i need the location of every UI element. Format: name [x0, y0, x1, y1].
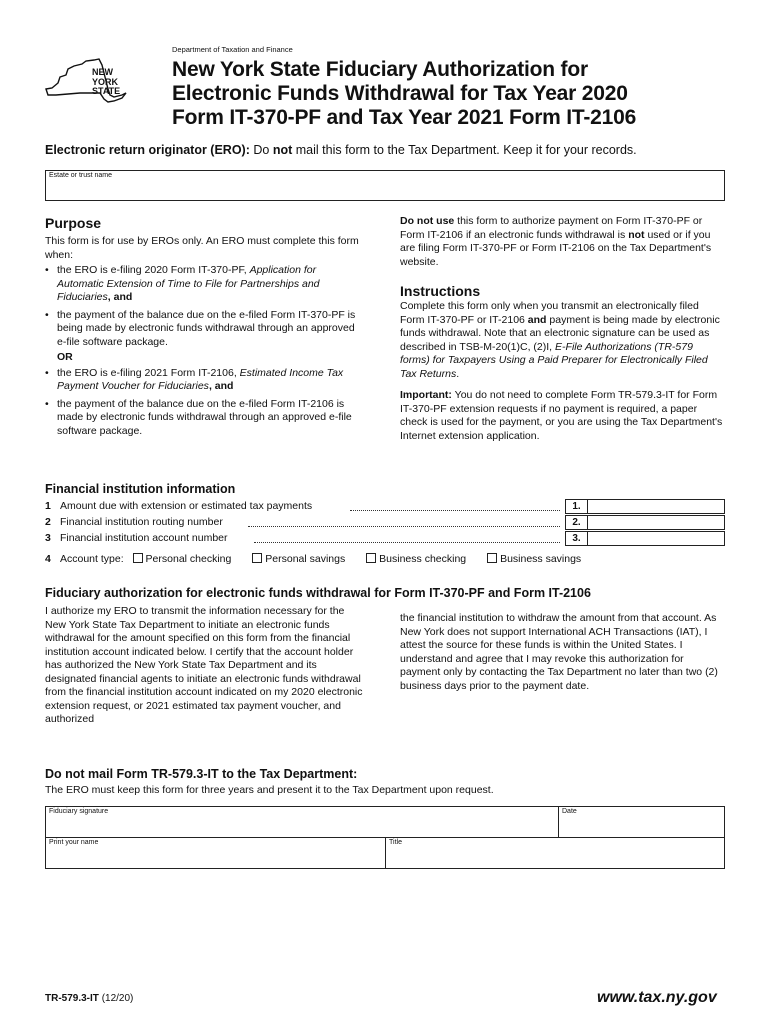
account-box-label: 3. — [566, 532, 588, 545]
purpose-heading: Purpose — [45, 215, 102, 231]
account-type-num: 4 — [45, 553, 51, 565]
department-name: Department of Taxation and Finance — [172, 45, 293, 54]
instructions-paragraph-1: Complete this form only when you transmit an electronically filed Form IT-370-PF or IT-2106 and payment is being made by electronic funds withdrawal. Note that an electronic signature can be used as described in TSB-M-20(1)C, (2)I, E-File Authorizations (TR-579 forms) for Taxpayers Using a Paid Preparer for Electronically Filed Tax Returns. — [400, 300, 720, 380]
checkbox-business-savings[interactable]: Business savings — [487, 553, 581, 565]
ero-notice — [45, 143, 637, 157]
account-type-label: Account type: — [60, 553, 124, 565]
title-line-1: New York State Fiduciary Authorization for — [172, 58, 588, 81]
title-field[interactable] — [385, 837, 725, 869]
authorization-heading: Fiduciary authorization for electronic funds withdrawal for Form IT-370-PF and Form IT-2106 — [45, 586, 591, 600]
ero-text-pre: Do — [253, 143, 270, 157]
fiduciary-signature-label: Fiduciary signature — [49, 808, 109, 815]
print-name-label: Print your name — [49, 839, 99, 846]
fiduciary-signature-field[interactable] — [45, 806, 559, 838]
title-label: Title — [389, 839, 402, 846]
estate-name-field[interactable] — [45, 170, 725, 201]
purpose-intro: This form is for use by EROs only. An ERO must complete this form when: — [45, 235, 359, 261]
ero-text-post: mail this form to the Tax Department. Keep it for your records. — [295, 143, 637, 157]
form-identifier — [45, 993, 133, 1004]
instructions-paragraph-2: Important: You do not need to complete Form TR-579.3-IT for Form IT-370-PF extension requests if no payment is required, a paper check is used for the payment, or you are using the Tax Department's Internet extension application. — [400, 389, 723, 442]
account-number-field[interactable] — [565, 531, 725, 546]
do-not-mail-heading: Do not mail Form TR-579.3-IT to the Tax Department: — [45, 767, 358, 781]
leader-dots-1 — [350, 510, 560, 511]
ny-state-logo — [44, 55, 130, 105]
title-line-3: Form IT-370-PF and Tax Year 2021 Form IT-2106 — [172, 106, 637, 129]
checkbox-personal-checking[interactable]: Personal checking — [133, 553, 232, 565]
authorization-left-text: I authorize my ERO to transmit the information necessary for the New York State Tax Department to initiate an electronic funds withdrawal for the amount specified on this form from the financial institution account indicated below. I certify that the account holder has authorized the New York State Tax Department and its designated financial agents to initiate an electronic funds withdrawal from the financial institution account indicated on my 2020 electronic extension request, or 2021 estimated tax payment voucher, and authorized — [45, 605, 363, 725]
routing-number-field[interactable] — [565, 515, 725, 530]
ero-text-bold: not — [272, 143, 293, 157]
purpose-or: OR — [57, 351, 73, 363]
date-field[interactable] — [558, 806, 725, 838]
logo-word-2: YORK — [92, 76, 119, 87]
logo-word-3: STATE — [92, 86, 121, 96]
purpose-bullet-1: • the ERO is e-filing 2020 Form IT-370-PF, Application for Automatic Extension of Time to File for Partnerships and Fiduciaries, and — [45, 264, 365, 305]
purpose-bullet-3: • the ERO is e-filing 2021 Form IT-2106, Estimated Income Tax Payment Voucher for Fiduciaries, and — [45, 367, 365, 394]
leader-dots-3 — [254, 542, 560, 543]
form-id: TR-579.3-IT — [45, 993, 99, 1004]
financial-row-1: 1 Amount due with extension or estimated tax payments — [45, 500, 313, 512]
financial-row-3: 3 Financial institution account number — [45, 532, 228, 544]
instructions-text — [400, 300, 725, 443]
purpose-bullet-2: • the payment of the balance due on the e-filed Form IT-370-PF is being made by electronic funds withdrawal through an approved e-file software package. — [45, 309, 365, 350]
estate-name-label: Estate or trust name — [49, 172, 113, 179]
purpose-text — [45, 235, 365, 438]
instructions-heading: Instructions — [400, 283, 481, 299]
title-line-2: Electronic Funds Withdrawal for Tax Year 2020 — [172, 82, 628, 105]
purpose-bullet-4: • the payment of the balance due on the e-filed Form IT-2106 is made by electronic funds withdrawal through an approved e-file software package. — [45, 398, 365, 439]
checkbox-business-checking[interactable]: Business checking — [366, 553, 466, 565]
routing-box-label: 2. — [566, 516, 588, 529]
page-title — [172, 58, 752, 130]
date-label: Date — [562, 808, 577, 815]
do-not-use-text: Do not use this form to authorize payment on Form IT-370-PF or Form IT-2106 if an electronic funds withdrawal is not used or if you are filing Form IT-370-PF or Form IT-2106 on the Tax Department's website. — [400, 215, 712, 268]
amount-due-box-label: 1. — [566, 500, 588, 513]
financial-row-2: 2 Financial institution routing number — [45, 516, 223, 528]
website-url[interactable]: www.tax.ny.gov — [597, 989, 717, 1006]
logo-word-1: NEW — [92, 67, 113, 77]
do-not-mail-text: The ERO must keep this form for three years and present it to the Tax Department upon request. — [45, 784, 494, 796]
leader-dots-2 — [248, 526, 560, 527]
print-name-field[interactable] — [45, 837, 386, 869]
checkbox-personal-savings[interactable]: Personal savings — [252, 553, 345, 565]
financial-heading: Financial institution information — [45, 482, 236, 496]
form-revision: (12/20) — [101, 993, 134, 1004]
amount-due-field[interactable] — [565, 499, 725, 514]
account-type-row — [45, 553, 581, 565]
authorization-right-text: the financial institution to withdraw the amount from that account. As New York does not support International ACH Transactions (IAT), I attest the source for these funds is within the United States. I understand and agree that I may revoke this authorization for payment only by contacting the Tax Department no later than two (2) business days prior to the payment date. — [400, 612, 718, 692]
ero-label: Electronic return originator (ERO): — [45, 143, 250, 157]
